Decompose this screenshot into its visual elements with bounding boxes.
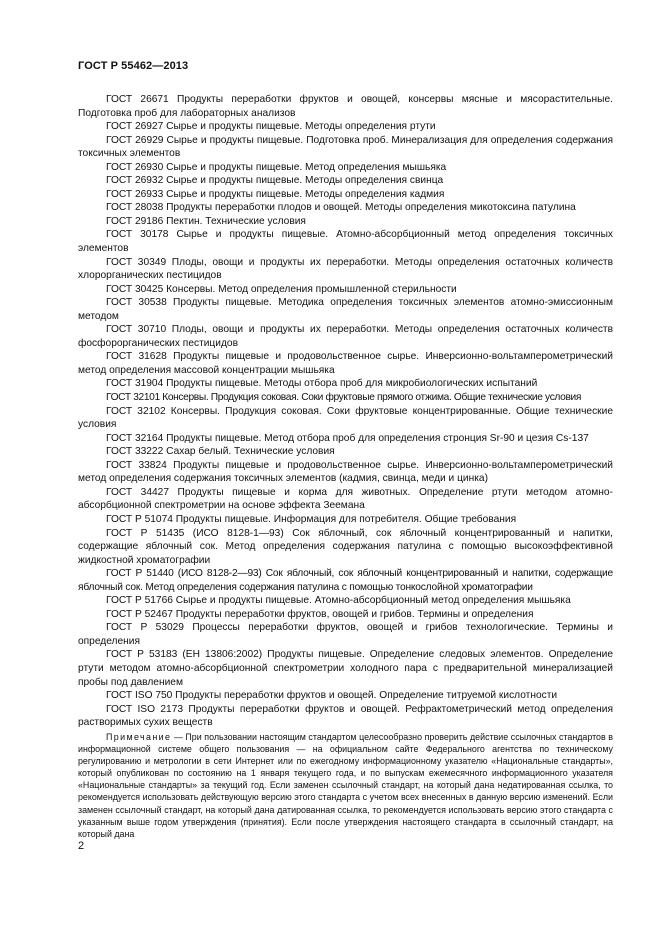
reference-item: ГОСТ 34427 Продукты пищевые и корма для животных. Определение ртути методом атомно-абсорбционной спектрометрии на основе эффекта Зеемана <box>78 486 613 512</box>
reference-item: ГОСТ 33222 Сахар белый. Технические условия <box>106 446 335 458</box>
document-header: ГОСТ Р 55462—2013 <box>78 60 189 72</box>
page-number: 2 <box>78 840 85 852</box>
reference-item: ГОСТ 30425 Консервы. Метод определения промышленной стерильности <box>106 283 457 295</box>
reference-item: ГОСТ 32102 Консервы. Продукция соковая. Соки фруктовые концентрированные. Общие технические условия <box>78 405 613 431</box>
reference-item: ГОСТ 26929 Сырье и продукты пищевые. Подготовка проб. Минерализация для определения содержания токсичных элементов <box>78 134 613 160</box>
normative-references-list <box>78 93 613 730</box>
reference-item: ГОСТ ISO 750 Продукты переработки фруктов и овощей. Определение титруемой кислотности <box>106 690 558 702</box>
reference-item: ГОСТ 32164 Продукты пищевые. Метод отбора проб для определения стронция Sr-90 и цезия Cs-137 <box>106 432 589 444</box>
reference-item: ГОСТ 31628 Продукты пищевые и продовольственное сырье. Инверсионно-вольтамперометрический метод определения массовой концентрации мышьяка <box>78 351 613 376</box>
reference-item: ГОСТ Р 53029 Процессы переработки фруктов, овощей и грибов технологические. Термины и определения <box>78 622 613 647</box>
reference-item: ГОСТ Р 51766 Сырье и продукты пищевые. Атомно-абсорбционный метод определения мышьяка <box>106 595 571 607</box>
reference-item: ГОСТ 30178 Сырье и продукты пищевые. Атомно-абсорбционный метод определения токсичных элементов <box>78 229 613 255</box>
reference-item: ГОСТ 31904 Продукты пищевые. Методы отбора проб для микробиологических испытаний <box>106 378 538 390</box>
reference-item: ГОСТ ISO 2173 Продукты переработки фруктов и овощей. Рефрактометрический метод определения растворимых сухих веществ <box>78 703 613 729</box>
reference-item: ГОСТ Р 51440 (ИСО 8128-2—93) Сок яблочный, сок яблочный концентрированный и напитки, содержащие яблочный сок. Метод определения содержания патулина с помощью тонкослойной хроматографии <box>78 568 613 593</box>
reference-item: ГОСТ 30710 Плоды, овощи и продукты их переработки. Методы определения остаточных количеств фосфорорганических пестицидов <box>78 324 613 349</box>
reference-note <box>78 731 613 840</box>
reference-item: ГОСТ Р 51435 (ИСО 8128-1—93) Сок яблочный, сок яблочный концентрированный и напитки, содержащие яблочный сок. Метод определения содержания патулина с помощью высокоэффективной жидкостной хроматографии <box>78 527 613 566</box>
reference-item: ГОСТ 30538 Продукты пищевые. Методика определения токсичных элементов атомно-эмиссионным методом <box>78 297 613 322</box>
reference-item: ГОСТ 26930 Сырье и продукты пищевые. Метод определения мышьяка <box>106 161 447 173</box>
reference-item: ГОСТ Р 53183 (ЕН 13806:2002) Продукты пищевые. Определение следовых элементов. Определение ртути методом атомно-абсорбционной спектрометрии холодного пара с предварительной минерализацией пробы под давлением <box>78 649 613 688</box>
reference-item: ГОСТ Р 51074 Продукты пищевые. Информация для потребителя. Общие требования <box>106 513 517 525</box>
reference-item: ГОСТ Р 52467 Продукты переработки фруктов, овощей и грибов. Термины и определения <box>106 608 534 620</box>
note-label: Примечание <box>106 732 172 742</box>
reference-item: ГОСТ 33824 Продукты пищевые и продовольственное сырье. Инверсионно-вольтамперометрический метод определения содержания токсичных элементов (кадмия, свинца, меди и цинка) <box>78 459 613 485</box>
reference-item: ГОСТ 32101 Консервы. Продукция соковая. Соки фруктовые прямого отжима. Общие технические условия <box>106 392 582 404</box>
note-text: — При пользовании настоящим стандартом целесообразно проверить действие ссылочных стандартов в информационной системе общего пользования — на официальном сайте Федерального агентства по техническому регулированию и метрологии в сети Интернет или по ежегодному информационному указателю «Национальные стандарты», который опубликован по состоянию на 1 января текущего года, и по выпускам ежемесячного информационного указателя «Национальные стандарты» за текущий год. Если заменен ссылочный стандарт, на который дана недатированная ссылка, то рекомендуется использовать действующую версию этого стандарта с учетом всех внесенных в данную версию изменений. Если заменен ссылочный стандарт, на который дана датированная ссылка, то рекомендуется использовать версию этого стандарта с указанным выше годом утверждения (принятия). Если после утверждения настоящего стандарта в ссылочный стандарт, на который дана <box>78 732 613 839</box>
reference-item: ГОСТ 29186 Пектин. Технические условия <box>106 215 306 227</box>
reference-item: ГОСТ 26933 Сырье и продукты пищевые. Методы определения кадмия <box>106 188 445 200</box>
reference-item: ГОСТ 26671 Продукты переработки фруктов и овощей, консервы мясные и мясорастительные. Подготовка проб для лабораторных анализов <box>78 94 613 119</box>
reference-item: ГОСТ 26927 Сырье и продукты пищевые. Методы определения ртути <box>106 121 436 133</box>
reference-item: ГОСТ 28038 Продукты переработки плодов и овощей. Методы определения микотоксина патулина <box>106 202 576 214</box>
reference-item: ГОСТ 30349 Плоды, овощи и продукты их переработки. Методы определения остаточных количеств хлорорганических пестицидов <box>78 256 613 282</box>
reference-item: ГОСТ 26932 Сырье и продукты пищевые. Методы определения свинца <box>106 175 444 187</box>
